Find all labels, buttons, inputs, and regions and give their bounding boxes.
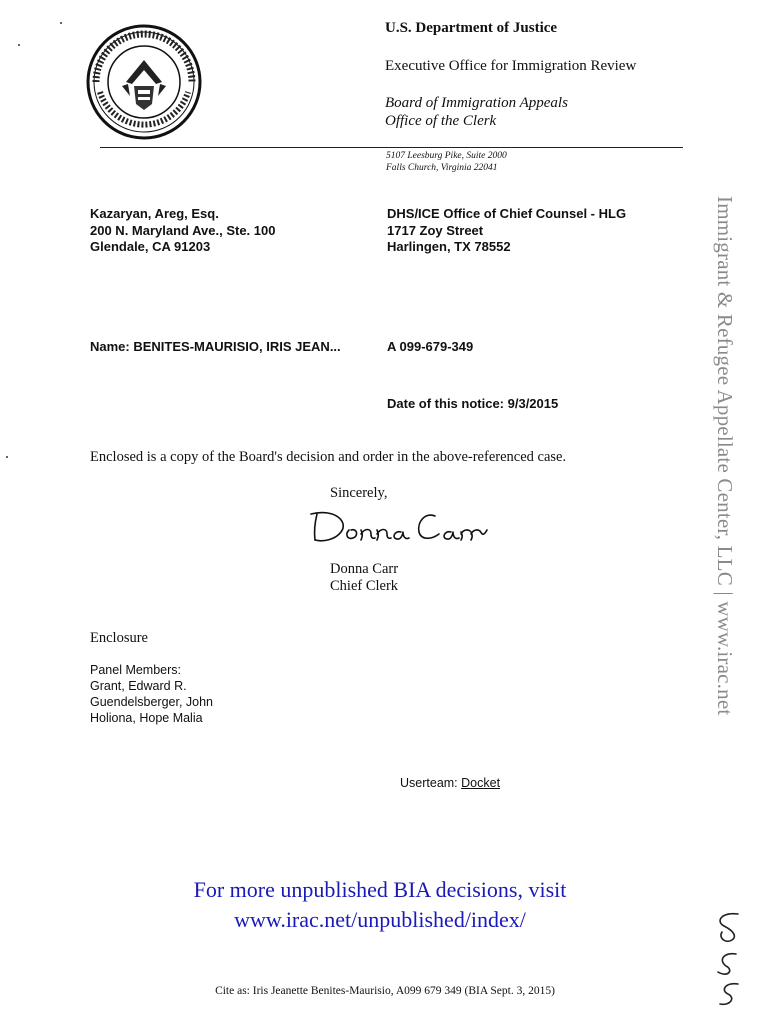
panel-member: Holiona, Hope Malia — [90, 711, 203, 725]
scan-speck — [60, 22, 62, 24]
alien-number: A 099-679-349 — [387, 339, 474, 354]
department-title: U.S. Department of Justice — [385, 20, 558, 36]
doj-seal-icon — [86, 24, 202, 140]
letter-closing: Sincerely, — [330, 485, 388, 501]
board-address-line-1: 5107 Leesburg Pike, Suite 2000 — [386, 151, 507, 161]
address-line: 1717 Zoy Street — [387, 222, 484, 238]
signer-name: Donna Carr — [330, 561, 399, 577]
handwritten-mark-icon — [708, 908, 748, 1012]
board-address — [386, 150, 507, 174]
address-line: 200 N. Maryland Ave., Ste. 100 — [90, 222, 276, 238]
address-line: Kazaryan, Areg, Esq. — [90, 206, 219, 221]
userteam — [400, 776, 500, 790]
board-address-line-2: Falls Church, Virginia 22041 — [386, 163, 498, 173]
recipient-dhs-counsel — [387, 206, 626, 256]
scan-speck — [6, 456, 8, 458]
panel-member: Guendelsberger, John — [90, 695, 214, 709]
panel-heading: Panel Members: — [90, 663, 182, 677]
signer-title: Chief Clerk — [330, 578, 399, 594]
userteam-value: Docket — [461, 776, 501, 790]
notice-date: Date of this notice: 9/3/2015 — [387, 396, 559, 411]
respondent-name: Name: BENITES-MAURISIO, IRIS JEAN... — [90, 339, 341, 354]
recipient-respondent-counsel — [90, 206, 275, 256]
header-rule — [100, 147, 683, 148]
address-line: Harlingen, TX 78552 — [387, 239, 511, 254]
citation-footer: Cite as: Iris Jeanette Benites-Maurisio, A099 679 349 (BIA Sept. 3, 2015) — [215, 985, 555, 997]
promo-banner — [100, 875, 660, 935]
board-line-1: Board of Immigration Appeals — [385, 95, 568, 111]
letter-body: Enclosed is a copy of the Board's decision and order in the above-referenced case. — [90, 449, 567, 465]
promo-link[interactable]: www.irac.net/unpublished/index/ — [234, 907, 526, 932]
address-line: DHS/ICE Office of Chief Counsel - HLG — [387, 206, 627, 221]
panel-members — [90, 662, 213, 726]
promo-line-1: For more unpublished BIA decisions, visit — [193, 877, 567, 902]
board-name — [385, 94, 568, 130]
userteam-label: Userteam: — [400, 776, 458, 790]
side-watermark: Immigrant & Refugee Appellate Center, LLC | www.irac.net — [713, 196, 737, 716]
address-line: Glendale, CA 91203 — [90, 239, 211, 254]
handwritten-signature — [305, 500, 495, 548]
enclosure-note: Enclosure — [90, 630, 148, 646]
board-line-2: Office of the Clerk — [385, 113, 497, 129]
panel-member: Grant, Edward R. — [90, 679, 187, 693]
office-name: Executive Office for Immigration Review — [385, 58, 637, 74]
signer-block — [330, 561, 398, 595]
scan-speck — [18, 44, 20, 46]
